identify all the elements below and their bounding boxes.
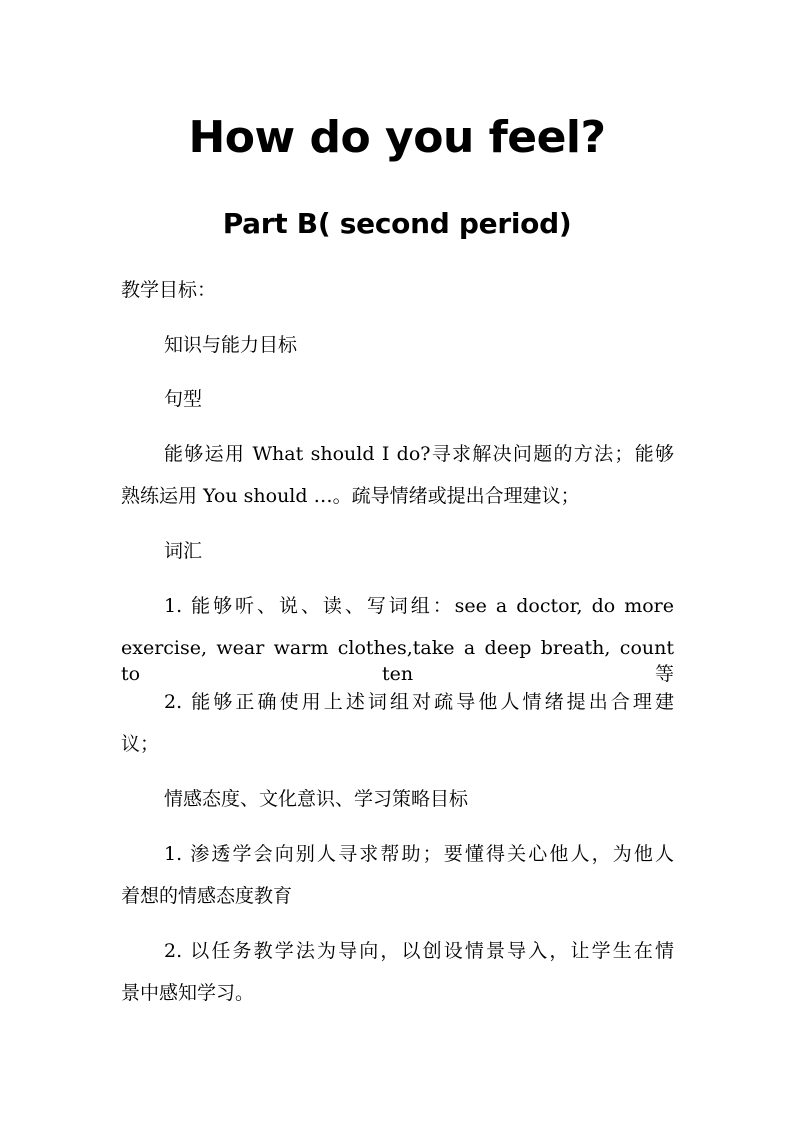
sentence-paragraph-line-2: 熟练运用 You should …。疏导情绪或提出合理建议； <box>121 485 580 507</box>
objectives-heading: 教学目标： <box>121 279 217 301</box>
emotion-item-1-line-2: 着想的情感态度教育 <box>121 885 293 907</box>
vocab-item-1-line-1: 1. 能够听、说、读、写词组：see a doctor, do more <box>164 595 674 617</box>
document-subtitle: Part B( second period) <box>222 207 572 240</box>
knowledge-heading: 知识与能力目标 <box>164 334 298 356</box>
sentence-heading: 句型 <box>164 388 203 410</box>
sentence-paragraph-line-1: 能够运用 What should I do?寻求解决问题的方法；能够 <box>164 443 674 465</box>
document-title: How do you feel? <box>188 112 606 163</box>
emotion-heading: 情感态度、文化意识、学习策略目标 <box>164 788 469 810</box>
emotion-item-2-line-1: 2. 以任务教学法为导向，以创设情景导入，让学生在情 <box>164 940 674 962</box>
vocab-item-1-line-2: exercise, wear warm clothes,take a deep breath, count to ten 等 <box>121 637 674 685</box>
vocab-item-2-line-2: 议； <box>121 733 160 755</box>
emotion-item-2-line-2: 景中感知学习。 <box>121 982 255 1004</box>
emotion-item-1-line-1: 1. 渗透学会向别人寻求帮助；要懂得关心他人，为他人 <box>164 843 674 865</box>
vocab-item-2-line-1: 2. 能够正确使用上述词组对疏导他人情绪提出合理建 <box>164 691 674 713</box>
vocab-heading: 词汇 <box>164 540 203 562</box>
